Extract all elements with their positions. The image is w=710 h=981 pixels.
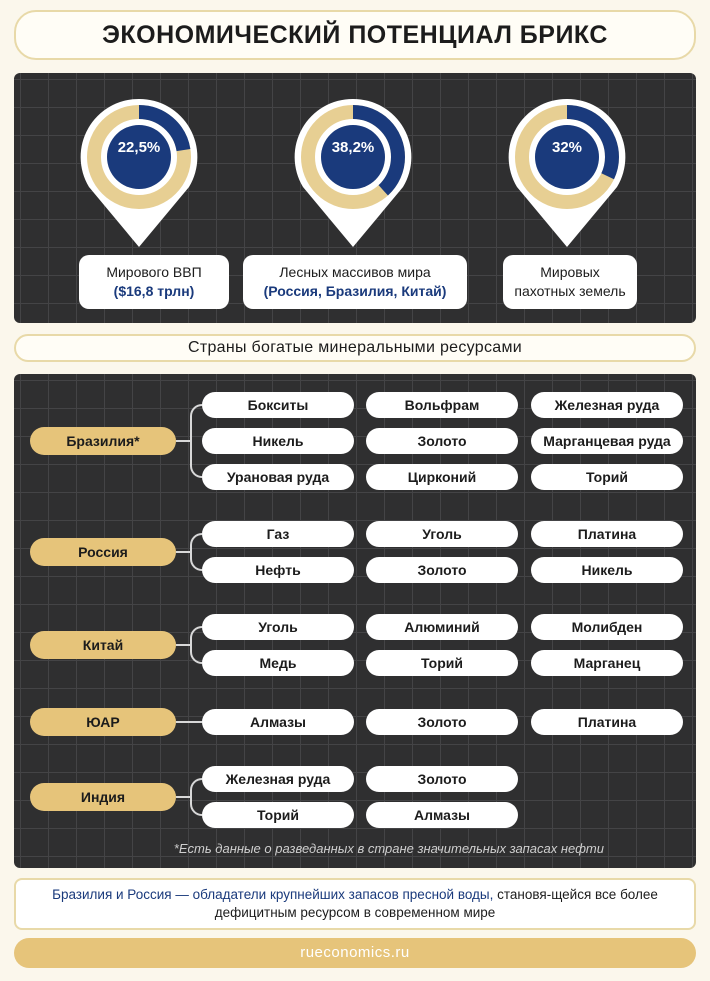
connector-bracket <box>190 533 202 571</box>
mineral-chip: Бокситы <box>202 392 354 418</box>
mineral-chip: Алмазы <box>202 709 354 735</box>
mineral-chip: Уголь <box>202 614 354 640</box>
stat-gdp <box>29 73 249 323</box>
mineral-chip: Платина <box>531 709 683 735</box>
mineral-chip: Золото <box>366 766 518 792</box>
mineral-chip: Уголь <box>366 521 518 547</box>
mineral-chip: Торий <box>366 650 518 676</box>
mineral-chip: Никель <box>202 428 354 454</box>
note-highlight: Бразилия и Россия — обладатели крупнейших запасов пресной воды, <box>52 887 494 902</box>
mineral-chip: Марганцевая руда <box>531 428 683 454</box>
stat-label-highlight: ($16,8 трлн) <box>113 283 195 299</box>
connector-line <box>176 796 190 798</box>
connector-bracket <box>190 404 202 478</box>
stat-label <box>79 255 229 309</box>
stat-label-highlight: (Россия, Бразилия, Китай) <box>263 283 447 299</box>
minerals-panel <box>14 374 696 868</box>
stat-forests <box>243 73 463 323</box>
connector-bracket <box>190 626 202 664</box>
stat-label <box>243 255 467 309</box>
mineral-chip: Золото <box>366 428 518 454</box>
mineral-chip: Железная руда <box>202 766 354 792</box>
country-label: Бразилия* <box>30 427 176 455</box>
connector-line <box>176 721 202 723</box>
mineral-chip: Алюминий <box>366 614 518 640</box>
mineral-chip: Вольфрам <box>366 392 518 418</box>
map-pin-icon <box>507 97 627 247</box>
mineral-chip: Золото <box>366 709 518 735</box>
stat-label-text: Мирового ВВП <box>106 264 202 280</box>
stat-value: 38,2% <box>331 139 375 156</box>
map-pin-icon <box>293 97 413 247</box>
mineral-chip: Торий <box>531 464 683 490</box>
mineral-chip: Никель <box>531 557 683 583</box>
donut-chart <box>79 97 199 247</box>
connector-line <box>176 644 190 646</box>
page-title: ЭКОНОМИЧЕСКИЙ ПОТЕНЦИАЛ БРИКС <box>14 10 696 60</box>
minerals-title: Страны богатые минеральными ресурсами <box>14 334 696 362</box>
note-text: становя-щейся все более дефицитным ресурсом в современном мире <box>214 887 658 920</box>
mineral-chip: Железная руда <box>531 392 683 418</box>
country-label: Россия <box>30 538 176 566</box>
stat-label-text: Лесных массивов мира <box>279 264 431 280</box>
country-label: Китай <box>30 631 176 659</box>
mineral-chip: Платина <box>531 521 683 547</box>
country-label: Индия <box>30 783 176 811</box>
mineral-chip: Торий <box>202 802 354 828</box>
connector-line <box>176 551 190 553</box>
connector-line <box>176 440 190 442</box>
donut-chart <box>293 97 413 247</box>
country-label: ЮАР <box>30 708 176 736</box>
mineral-chip: Урановая руда <box>202 464 354 490</box>
stat-arable <box>451 73 671 323</box>
stat-label <box>503 255 637 309</box>
map-pin-icon <box>79 97 199 247</box>
mineral-chip: Медь <box>202 650 354 676</box>
footnote: *Есть данные о разведанных в стране значительных запасах нефти <box>173 841 604 856</box>
mineral-chip: Золото <box>366 557 518 583</box>
mineral-chip: Алмазы <box>366 802 518 828</box>
connector-bracket <box>190 778 202 816</box>
mineral-chip: Нефть <box>202 557 354 583</box>
stats-panel <box>14 73 696 323</box>
stat-value: 32% <box>551 139 583 156</box>
stat-label-text: Мировых пахотных земель <box>514 264 626 299</box>
source-link[interactable]: rueconomics.ru <box>14 938 696 968</box>
freshwater-note <box>14 878 696 930</box>
mineral-chip: Газ <box>202 521 354 547</box>
donut-chart <box>507 97 627 247</box>
stat-value: 22,5% <box>117 139 161 156</box>
mineral-chip: Цирконий <box>366 464 518 490</box>
mineral-chip: Марганец <box>531 650 683 676</box>
mineral-chip: Молибден <box>531 614 683 640</box>
